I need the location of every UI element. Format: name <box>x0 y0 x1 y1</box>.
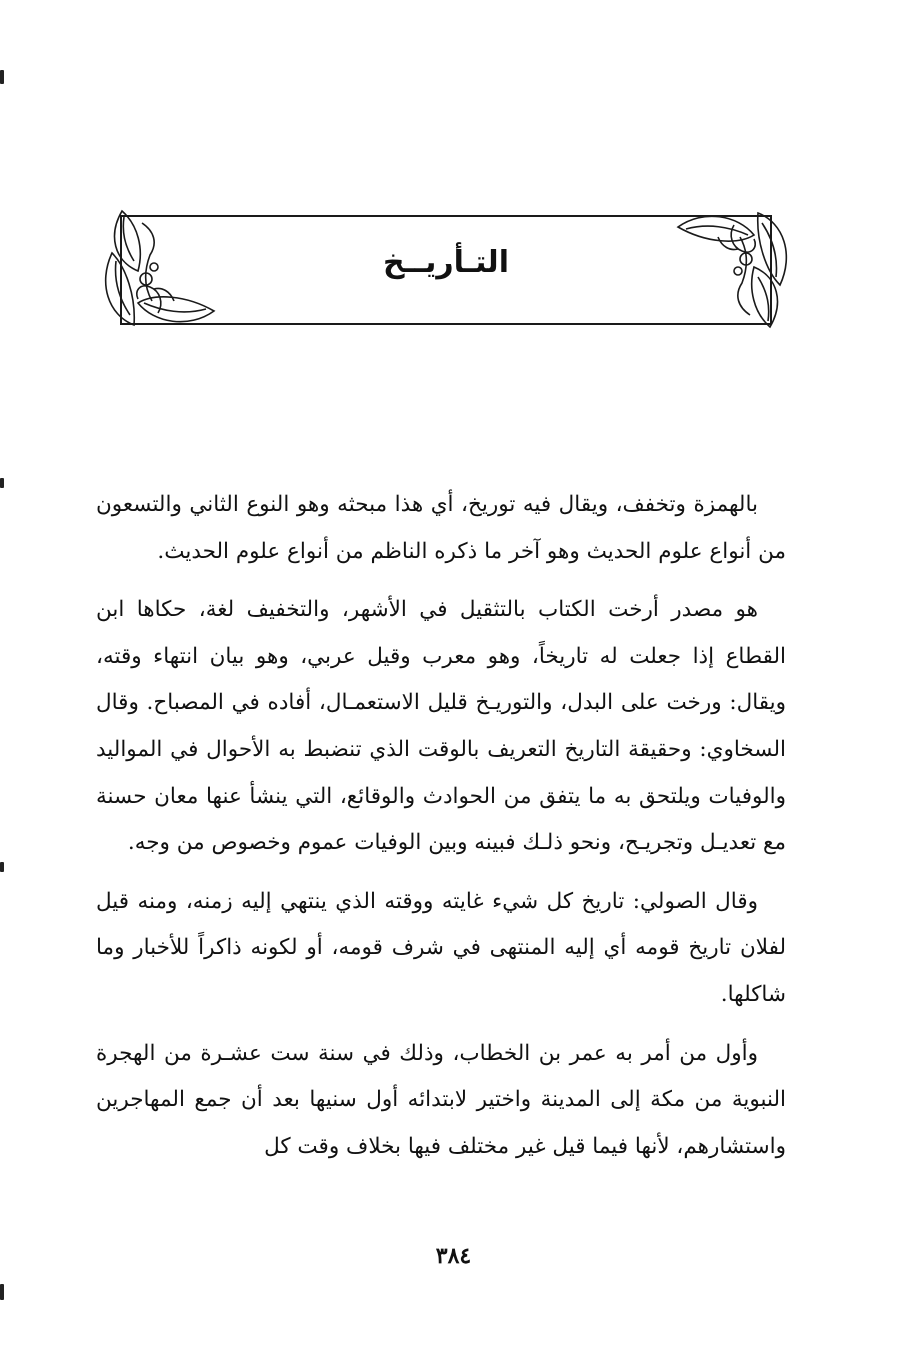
chapter-title-frame <box>120 215 772 325</box>
chapter-title: التـأريــخ <box>383 245 509 280</box>
scan-edge-mark <box>0 1284 4 1300</box>
page-number: ٣٨٤ <box>435 1243 472 1269</box>
scan-edge-mark <box>0 478 4 488</box>
paragraph: هو مصدر أرخت الكتاب بالتثقيل في الأشهر، والتخفيف لغة، حكاها ابن القطاع إذا جعلت له تاريخاً، وهو معرب وقيل عربي، وهو بيان انتهاء وقته، ويقال: ورخت على البدل، والتوريـخ قليل الاستعمـال، أفاده في المصباح. وقال السخاوي: وحقيقة التاريخ التعريف بالوقت الذي تنضبط به الأحوال في المواليد والوفيات ويلتحق به ما يتفق من الحوادث والوقائع، التي ينشأ عنها معان حسنة مع تعديـل وتجريـح، ونحو ذلـك فبينه وبين الوفيات عموم وخصوص من وجه. <box>96 597 786 856</box>
body-text <box>96 482 786 1182</box>
scan-edge-mark <box>0 70 4 84</box>
scan-edge-mark <box>0 862 4 872</box>
paragraph: وقال الصولي: تاريخ كل شيء غايته ووقته الذي ينتهي إليه زمنه، ومنه قيل لفلان تاريخ قومه أي إليه المنتهى في شرف قومه، أو لكونه ذاكراً للأخبار وما شاكلها. <box>96 888 786 1007</box>
paragraph: بالهمزة وتخفف، ويقال فيه توريخ، أي هذا مبحثه وهو النوع الثاني والتسعون من أنواع علوم الحديث وهو آخر ما ذكره الناظم من أنواع علوم الحديث. <box>96 492 786 564</box>
paragraph: وأول من أمر به عمر بن الخطاب، وذلك في سنة ست عشـرة من الهجرة النبوية من مكة إلى المدينة واختير لابتدائه أول سنيها بعد أن جمع المهاجرين واستشارهم، لأنها فيما قيل غير مختلف فيها بخلاف وقت كل <box>96 1040 786 1159</box>
